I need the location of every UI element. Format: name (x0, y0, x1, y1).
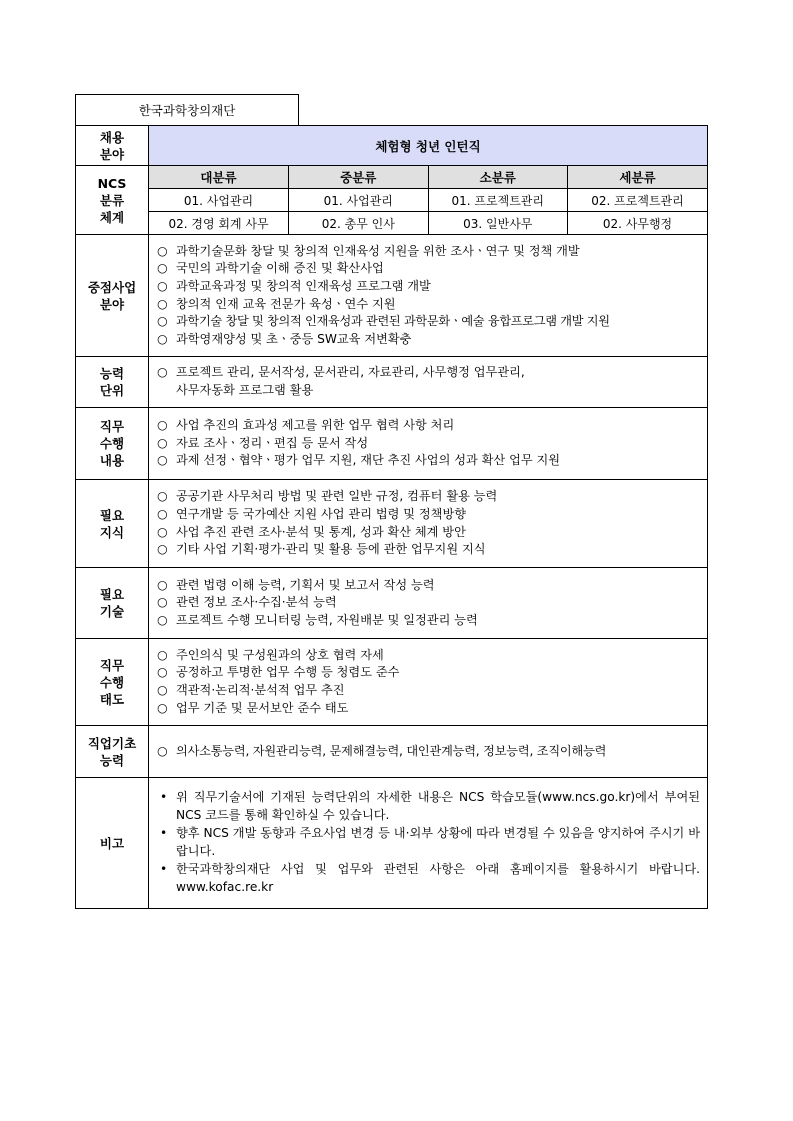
list-item (157, 789, 700, 824)
focus-list (149, 243, 707, 349)
list-item (157, 594, 701, 612)
attitude-list (149, 647, 707, 717)
list-item (157, 612, 701, 630)
circle-marker-icon: ○ (157, 365, 168, 380)
remarks-list (149, 789, 707, 896)
list-item (157, 861, 700, 896)
ncs-header-middle: 중분류 (289, 166, 429, 189)
attitude-content (149, 639, 708, 726)
focus-label-text: 중점사업 분야 (87, 279, 137, 312)
recruit-field-label (76, 126, 149, 166)
ability-label (76, 357, 149, 408)
remarks-label: 비고 (76, 778, 149, 909)
duty-label-text: 직무 수행 내용 (99, 419, 125, 468)
list-item (157, 243, 701, 261)
recruit-field-title: 체험형 청년 인턴직 (149, 126, 708, 166)
ncs-cell: 01. 프로젝트관리 (428, 189, 568, 212)
circle-marker-icon: ○ (157, 595, 168, 610)
circle-marker-icon: ○ (157, 243, 168, 258)
ncs-label-text: NCS 분류 체계 (97, 175, 127, 225)
list-item (157, 296, 701, 314)
circle-marker-icon: ○ (157, 314, 168, 329)
list-item-text: 사업 추진 관련 조사·분석 및 통계, 성과 확산 체계 방안 (176, 524, 466, 539)
knowledge-list (149, 488, 707, 558)
circle-marker-icon: ○ (157, 700, 168, 715)
list-item (157, 825, 700, 860)
skill-content (149, 568, 708, 639)
list-item-text: 관련 정보 조사·수집·분석 능력 (176, 595, 337, 610)
circle-marker-icon: ○ (157, 331, 168, 346)
attitude-label (76, 639, 149, 726)
basic-ability-label-text: 직업기초 능력 (87, 735, 137, 768)
focus-label (76, 235, 149, 357)
duty-label (76, 408, 149, 480)
list-item-text: 기타 사업 기획·평가·관리 및 활용 등에 관한 업무지원 지식 (176, 542, 486, 557)
recruit-field-label-text: 채용 분야 (99, 129, 125, 162)
list-item-text: 위 직무기술서에 기재된 능력단위의 자세한 내용은 NCS 학습모듈(www.ncs.go.kr)에서 부여된 NCS 코드를 통해 확인하실 수 있습니다. (176, 790, 700, 822)
list-item-text: 한국과학창의재단 사업 및 업무와 관련된 사항은 아래 홈페이지를 활용하시기 바랍니다. www.kofac.re.kr (176, 862, 700, 894)
ncs-cell: 02. 경영 회계 사무 (149, 212, 289, 235)
list-item (157, 647, 701, 665)
list-item-text: 연구개발 등 국가예산 지원 사업 관리 법령 및 정책방향 (176, 506, 467, 521)
ncs-cell: 03. 일반사무 (428, 212, 568, 235)
ncs-header-minor: 소분류 (428, 166, 568, 189)
list-item (157, 664, 701, 682)
bullet-icon: • (160, 790, 168, 804)
knowledge-content (149, 480, 708, 568)
circle-marker-icon: ○ (157, 506, 168, 521)
bullet-icon: • (160, 862, 168, 876)
list-item-text: 프로젝트 관리, 문서작성, 문서관리, 자료관리, 사무행정 업무관리, (176, 365, 525, 380)
list-item (157, 417, 701, 435)
attitude-label-text: 직무 수행 태도 (99, 657, 125, 707)
circle-marker-icon: ○ (157, 542, 168, 557)
organization-name: 한국과학창의재단 (75, 94, 299, 125)
list-item-text: 과학영재양성 및 초ㆍ중등 SW교육 저변확충 (176, 331, 412, 346)
skill-label (76, 568, 149, 639)
ability-content (149, 357, 708, 408)
list-item-text: 과학기술문화 창달 및 창의적 인재육성 지원을 위한 조사ㆍ연구 및 정책 개발 (176, 243, 580, 258)
circle-marker-icon: ○ (157, 418, 168, 433)
list-item-text: 사업 추진의 효과성 제고를 위한 업무 협력 사항 처리 (176, 418, 455, 433)
ncs-header-major: 대분류 (149, 166, 289, 189)
list-item-text: 국민의 과학기술 이해 증진 및 확산사업 (176, 261, 384, 276)
circle-marker-icon: ○ (157, 743, 168, 758)
job-description-table (75, 125, 708, 909)
list-item-text: 공정하고 투명한 업무 수행 등 청렴도 준수 (176, 665, 400, 680)
circle-marker-icon: ○ (157, 489, 168, 504)
list-item (157, 506, 701, 524)
circle-marker-icon: ○ (157, 647, 168, 662)
circle-marker-icon: ○ (157, 524, 168, 539)
circle-marker-icon: ○ (157, 612, 168, 627)
list-item-text: 공공기관 사무처리 방법 및 관련 일반 규정, 컴퓨터 활용 능력 (176, 489, 498, 504)
duty-content (149, 408, 708, 480)
list-item-text: 주인의식 및 구성원과의 상호 협력 자세 (176, 647, 384, 662)
list-item-text: 창의적 인재 교육 전문가 육성ㆍ연수 지원 (176, 296, 396, 311)
list-item (157, 435, 701, 453)
basic-ability-label (76, 726, 149, 778)
knowledge-label (76, 480, 149, 568)
ncs-classification (149, 166, 708, 235)
list-item (157, 364, 701, 399)
circle-marker-icon: ○ (157, 261, 168, 276)
circle-marker-icon: ○ (157, 577, 168, 592)
skill-list (149, 577, 707, 630)
list-item (157, 260, 701, 278)
ncs-header-detail: 세분류 (568, 166, 708, 189)
list-item-text: 업무 기준 및 문서보안 준수 태도 (176, 700, 349, 715)
ncs-table (149, 166, 707, 234)
list-item (157, 743, 701, 761)
circle-marker-icon: ○ (157, 435, 168, 450)
list-item (157, 682, 701, 700)
ncs-cell: 02. 프로젝트관리 (568, 189, 708, 212)
list-item (157, 541, 701, 559)
list-item (157, 331, 701, 349)
basic-ability-content (149, 726, 708, 778)
list-item-text: 객관적·논리적·분석적 업무 추진 (176, 683, 345, 697)
circle-marker-icon: ○ (157, 278, 168, 293)
list-item-text: 의사소통능력, 자원관리능력, 문제해결능력, 대인관계능력, 정보능력, 조직이해능력 (176, 743, 607, 758)
ability-label-text: 능력 단위 (99, 366, 125, 398)
ncs-cell: 01. 사업관리 (149, 189, 289, 212)
ncs-cell: 02. 사무행정 (568, 212, 708, 235)
duty-list (149, 417, 707, 470)
bullet-icon: • (160, 826, 168, 840)
list-item (157, 577, 701, 595)
list-item (157, 488, 701, 506)
ncs-label (76, 166, 149, 235)
list-item-text: 자료 조사ㆍ정리ㆍ편집 등 문서 작성 (176, 435, 369, 450)
circle-marker-icon: ○ (157, 296, 168, 311)
skill-label-text: 필요 기술 (99, 587, 125, 619)
list-item-text: 향후 NCS 개발 동향과 주요사업 변경 등 내·외부 상황에 따라 변경될 수 있음을 양지하여 주시기 바랍니다. (176, 826, 700, 858)
list-item-text: 과제 선정ㆍ협약ㆍ평가 업무 지원, 재단 추진 사업의 성과 확산 업무 지원 (176, 453, 561, 468)
circle-marker-icon: ○ (157, 683, 168, 697)
list-item (157, 700, 701, 718)
list-item-text: 프로젝트 수행 모니터링 능력, 자원배분 및 일정관리 능력 (176, 612, 478, 627)
ncs-cell: 02. 총무 인사 (289, 212, 429, 235)
list-item (157, 278, 701, 296)
list-item-text: 과학교육과정 및 창의적 인재육성 프로그램 개발 (176, 278, 431, 293)
remarks-content (149, 778, 708, 909)
circle-marker-icon: ○ (157, 453, 168, 468)
circle-marker-icon: ○ (157, 665, 168, 680)
focus-content (149, 235, 708, 357)
ability-list (149, 364, 707, 399)
list-item-text: 관련 법령 이해 능력, 기획서 및 보고서 작성 능력 (176, 577, 435, 592)
list-item (157, 313, 701, 331)
list-item-continuation: 사무자동화 프로그램 활용 (176, 383, 314, 397)
list-item (157, 452, 701, 470)
basic-ability-list (149, 743, 707, 761)
knowledge-label-text: 필요 지식 (99, 507, 125, 540)
list-item-text: 과학기술 창달 및 창의적 인재육성과 관련된 과학문화ㆍ예술 융합프로그램 개발 지원 (176, 314, 610, 329)
ncs-cell: 01. 사업관리 (289, 189, 429, 212)
list-item (157, 524, 701, 542)
